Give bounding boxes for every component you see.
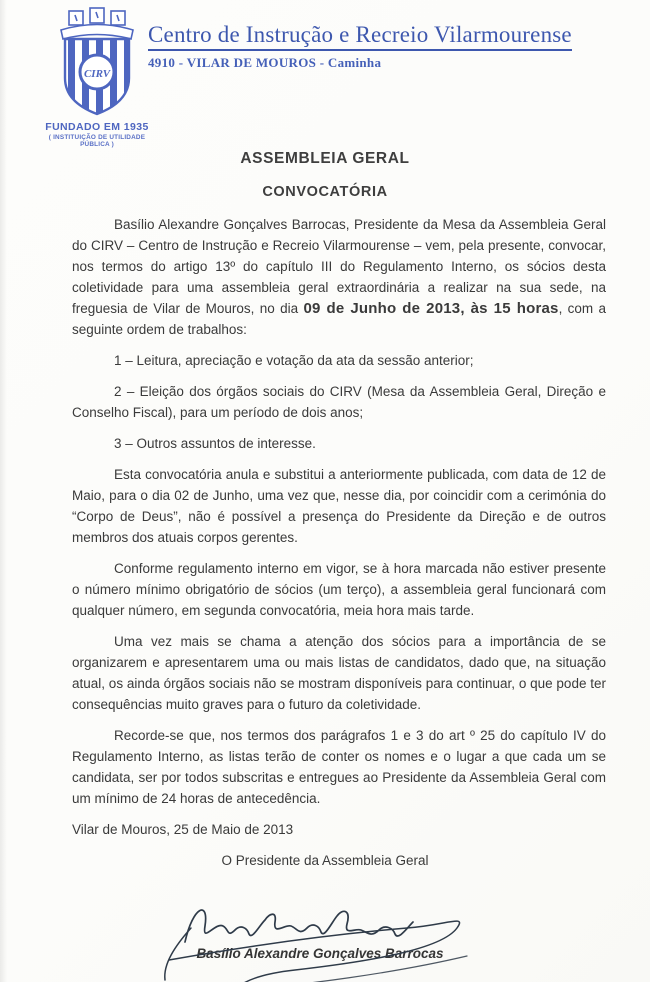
founded-label: FUNDADO EM 1935 (45, 121, 149, 133)
paragraph-replacement-notice: Esta convocatória anula e substitui a anteriormente publicada, com data de 12 de Maio, para o dia 02 de Junho, uma vez que, nesse dia, por coincidir com a cerimónia do “Corpo de Deus”, não é possível a presença do Presidente da Direção e de outros membros dos atuais corpos gerentes. (72, 467, 606, 545)
intro-text-before: Basílio Alexandre Gonçalves Barrocas, Presidente da Mesa da Assembleia Geral do CIRV – Centro de Instrução e Recreio Vilarmourense – vem, pela presente, convocar, nos termos do artigo 13º do capítulo III do Regulamento Interno, os sócios desta coletividade para uma assembleia geral extraordinária a realizar na sua sede, na freguesia de Vilar de Mouros, no dia (72, 217, 606, 316)
intro-text-after: , com a seguinte ordem de trabalhos: (72, 301, 606, 337)
intro-paragraph (72, 214, 606, 340)
crest-monogram: CIRV (83, 68, 111, 80)
signatory-name: Basílio Alexandre Gonçalves Barrocas (196, 945, 444, 961)
document-subtitle: CONVOCATÓRIA (262, 184, 388, 200)
handwritten-signature-icon (155, 882, 495, 982)
document-body (0, 200, 650, 809)
signature-block (155, 882, 495, 982)
letterhead (0, 0, 650, 148)
logo-block (36, 6, 158, 148)
paragraph-quorum-rule: Conforme regulamento interno em vigor, se à hora marcada não estiver presente o número mínimo obrigatório de sócios (um terço), a assembleia geral funcionará com qualquer número, em segunda convocatória, meia hora mais tarde. (72, 561, 606, 618)
signature-title: O Presidente da Assembleia Geral (221, 853, 429, 868)
paragraph-candidate-lists-appeal: Uma vez mais se chama a atenção dos sócios para a importância de se organizarem e apresentarem uma ou mais listas de candidatos, dado que, na situação atual, os ainda órgãos sociais não se mostram disponíveis para continuar, o que pode ter consequências muito graves para o futuro da coletividade. (72, 634, 606, 712)
meeting-datetime: 09 de Junho de 2013, às 15 horas (303, 300, 559, 317)
club-crest-icon (45, 6, 149, 118)
institution-note: ( INSTITUIÇÃO DE UTILIDADE PÚBLICA ) (48, 134, 146, 148)
agenda-item-1: 1 – Leitura, apreciação e votação da ata da sessão anterior; (114, 353, 474, 368)
org-name: Centro de Instrução e Recreio Vilarmourense (148, 22, 572, 51)
org-block (148, 22, 572, 71)
agenda-item-3: 3 – Outros assuntos de interesse. (114, 436, 316, 451)
document-title: ASSEMBLEIA GERAL (240, 150, 410, 167)
paragraph-list-requirements: Recorde-se que, nos termos dos parágrafos 1 e 3 do art º 25 do capítulo IV do Regulamento Interno, as listas terão de conter os nomes e o lugar a que cada um se candidata, ser por todos subscritas e entregues ao Presidente da Assembleia Geral com um mínimo de 24 horas de antecedência. (72, 728, 606, 806)
org-address: 4910 - VILAR DE MOUROS - Caminha (148, 55, 382, 70)
place-date-line: Vilar de Mouros, 25 de Maio de 2013 (72, 822, 294, 837)
agenda-item-2: 2 – Eleição dos órgãos sociais do CIRV (Mesa da Assembleia Geral, Direção e Conselho Fiscal), para um período de dois anos; (72, 384, 606, 420)
